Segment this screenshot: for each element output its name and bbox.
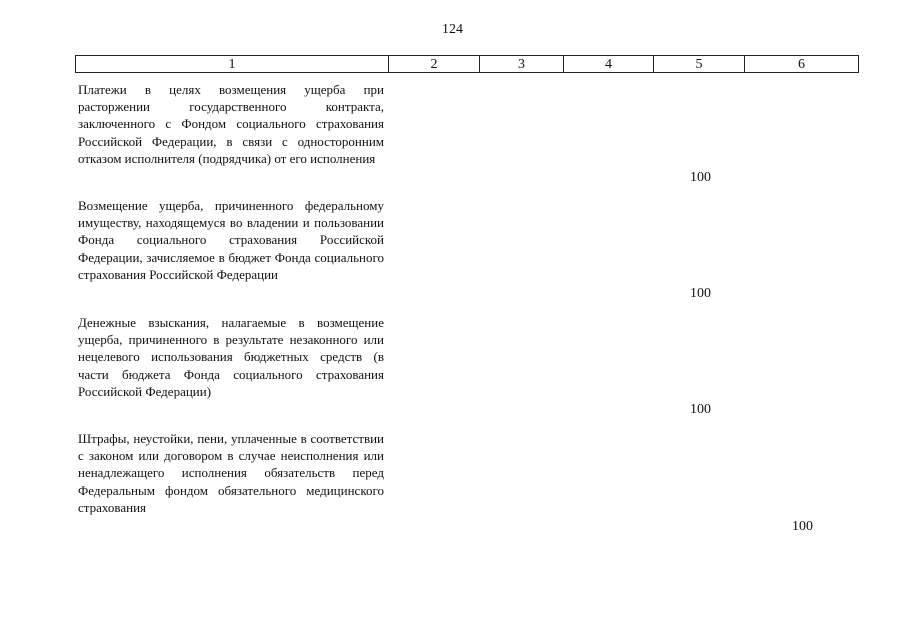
- row-value-col6: 100: [792, 519, 813, 534]
- row-value-col5: 100: [690, 170, 711, 185]
- column-header-5: 5: [654, 56, 745, 72]
- row-value-col5: 100: [690, 286, 711, 301]
- page-number: 124: [442, 22, 463, 37]
- column-header-3: 3: [480, 56, 564, 72]
- row-description: Денежные взыскания, налагаемые в возмещение ущерба, причиненного в результате незаконного или нецелевого использования бюджетных средств (в части бюджета Фонда социального страхования Российской Федерации): [78, 315, 384, 399]
- column-header-6: 6: [798, 57, 805, 72]
- row-description: Возмещение ущерба, причиненного федеральному имуществу, находящемуся во владении и пользовании Фонда социального страхования Российской Федерации, зачисляемое в бюджет Фонда социального страхования Российской Федерации: [78, 198, 384, 282]
- column-number-header: [75, 55, 859, 73]
- row-value-col5: 100: [690, 402, 711, 417]
- row-description: Платежи в целях возмещения ущерба при расторжении государственного контракта, заключенного с Фондом социального страхования Российской Федерации, в связи с односторонним отказом исполнителя (подрядчика) от его исполнения: [78, 82, 384, 166]
- column-header-1: 1: [76, 56, 389, 72]
- column-header-4: 4: [564, 56, 654, 72]
- column-header-2: 2: [389, 56, 480, 72]
- row-description: Штрафы, неустойки, пени, уплаченные в соответствии с законом или договором в случае неисполнения или ненадлежащего исполнения обязательств перед Федеральным фондом обязательного медицинского страхования: [78, 431, 384, 515]
